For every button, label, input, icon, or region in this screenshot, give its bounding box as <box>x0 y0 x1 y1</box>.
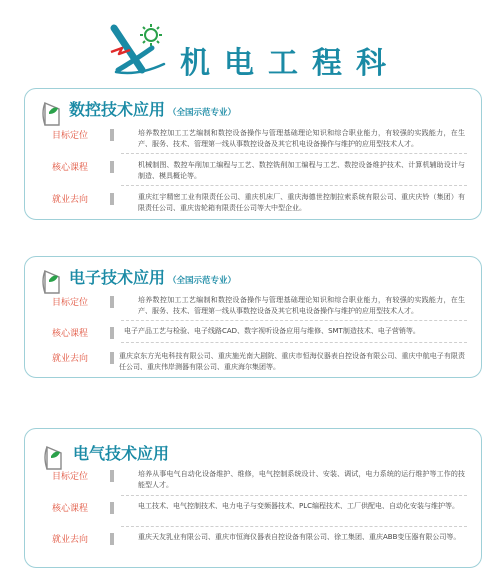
divider <box>121 495 467 496</box>
department-logo-icon <box>108 22 170 78</box>
row-label: 目标定位 <box>52 298 89 308</box>
row-label: 就业去向 <box>52 535 89 545</box>
section-tag: （全国示范专业） <box>168 108 237 118</box>
section-title: 电气技术应用 <box>73 444 170 463</box>
row-text: 重庆天友乳业有限公司、重庆市恒海仪器表自控设备有限公司、徐工集团、重庆ABB变压器有限公司等。 <box>138 533 461 541</box>
page-title: 机电工程科 <box>180 46 400 81</box>
row-marker <box>110 470 114 482</box>
row-text: 重庆红宇精密工业有限责任公司、重庆机床厂、重庆海德世控制拉索系统有限公司、重庆庆铃（集团）有限责任公司、重庆齿轮箱有限责任公司等大中型企业。 <box>138 193 465 212</box>
row-marker <box>110 296 114 308</box>
divider <box>121 526 467 527</box>
section-tag: （全国示范专业） <box>168 276 237 286</box>
section-card-cnc <box>24 88 482 220</box>
row-text: 培养从事电气自动化设备维护、维修，电气控制系统设计、安装、调试，电力系统的运行维护等工作的技能型人才。 <box>138 470 465 489</box>
row-text: 机械制图、数控车削加工编程与工艺、数控铣削加工编程与工艺、数控设备维护技术、计算机辅助设计与制造、模具概论等。 <box>138 161 465 180</box>
row-label: 核心课程 <box>52 504 89 514</box>
section-title: 数控技术应用 （全国示范专业） <box>69 100 237 119</box>
row-label: 就业去向 <box>52 195 89 205</box>
row-label: 目标定位 <box>52 131 89 141</box>
divider <box>121 320 467 321</box>
row-label: 核心课程 <box>52 329 89 339</box>
row-marker <box>110 161 114 173</box>
row-text: 电工技术、电气控制技术、电力电子与变频器技术、PLC编程技术、工厂供配电、自动化安装与维护等。 <box>138 502 460 510</box>
divider <box>121 342 467 343</box>
row-text: 电子产品工艺与检验、电子线路CAD、数字视听设备应用与维修、SMT制造技术、电子营销等。 <box>124 327 420 335</box>
divider <box>121 153 467 154</box>
row-text: 培养数控加工工艺编制和数控设备操作与管理基础理论知识和综合职业能力，有较强的实践能力，在生产、服务、技术、管理第一线从事数控设备及其它机电设备操作与维护的应用型技术人才。 <box>138 129 465 148</box>
row-marker <box>110 129 114 141</box>
row-label: 核心课程 <box>52 163 89 173</box>
row-marker <box>110 327 114 339</box>
row-label: 目标定位 <box>52 472 89 482</box>
leaf-book-icon <box>37 267 67 297</box>
row-text: 重庆京东方光电科技有限公司、重庆施光南大剧院、重庆市恒海仪器表自控设备有限公司、重庆中航电子有限责任公司、重庆伟岸测器有限公司、重庆海尔集团等。 <box>119 352 465 371</box>
row-marker <box>110 193 114 205</box>
section-title: 电子技术应用 （全国示范专业） <box>69 268 237 287</box>
row-marker <box>110 502 114 514</box>
page-header <box>0 0 500 88</box>
divider <box>121 185 467 186</box>
section-card-electronics <box>24 256 482 378</box>
row-text: 培养数控加工工艺编制和数控设备操作与管理基础理论知识和综合职业能力，有较强的实践能力，在生产、服务、技术、管理第一线从事数控设备及其它机电设备操作与维护的应用型技术人才。 <box>138 296 465 315</box>
section-card-electrical <box>24 428 482 568</box>
row-label: 就业去向 <box>52 354 89 364</box>
leaf-book-icon <box>37 99 67 129</box>
row-marker <box>110 533 114 545</box>
